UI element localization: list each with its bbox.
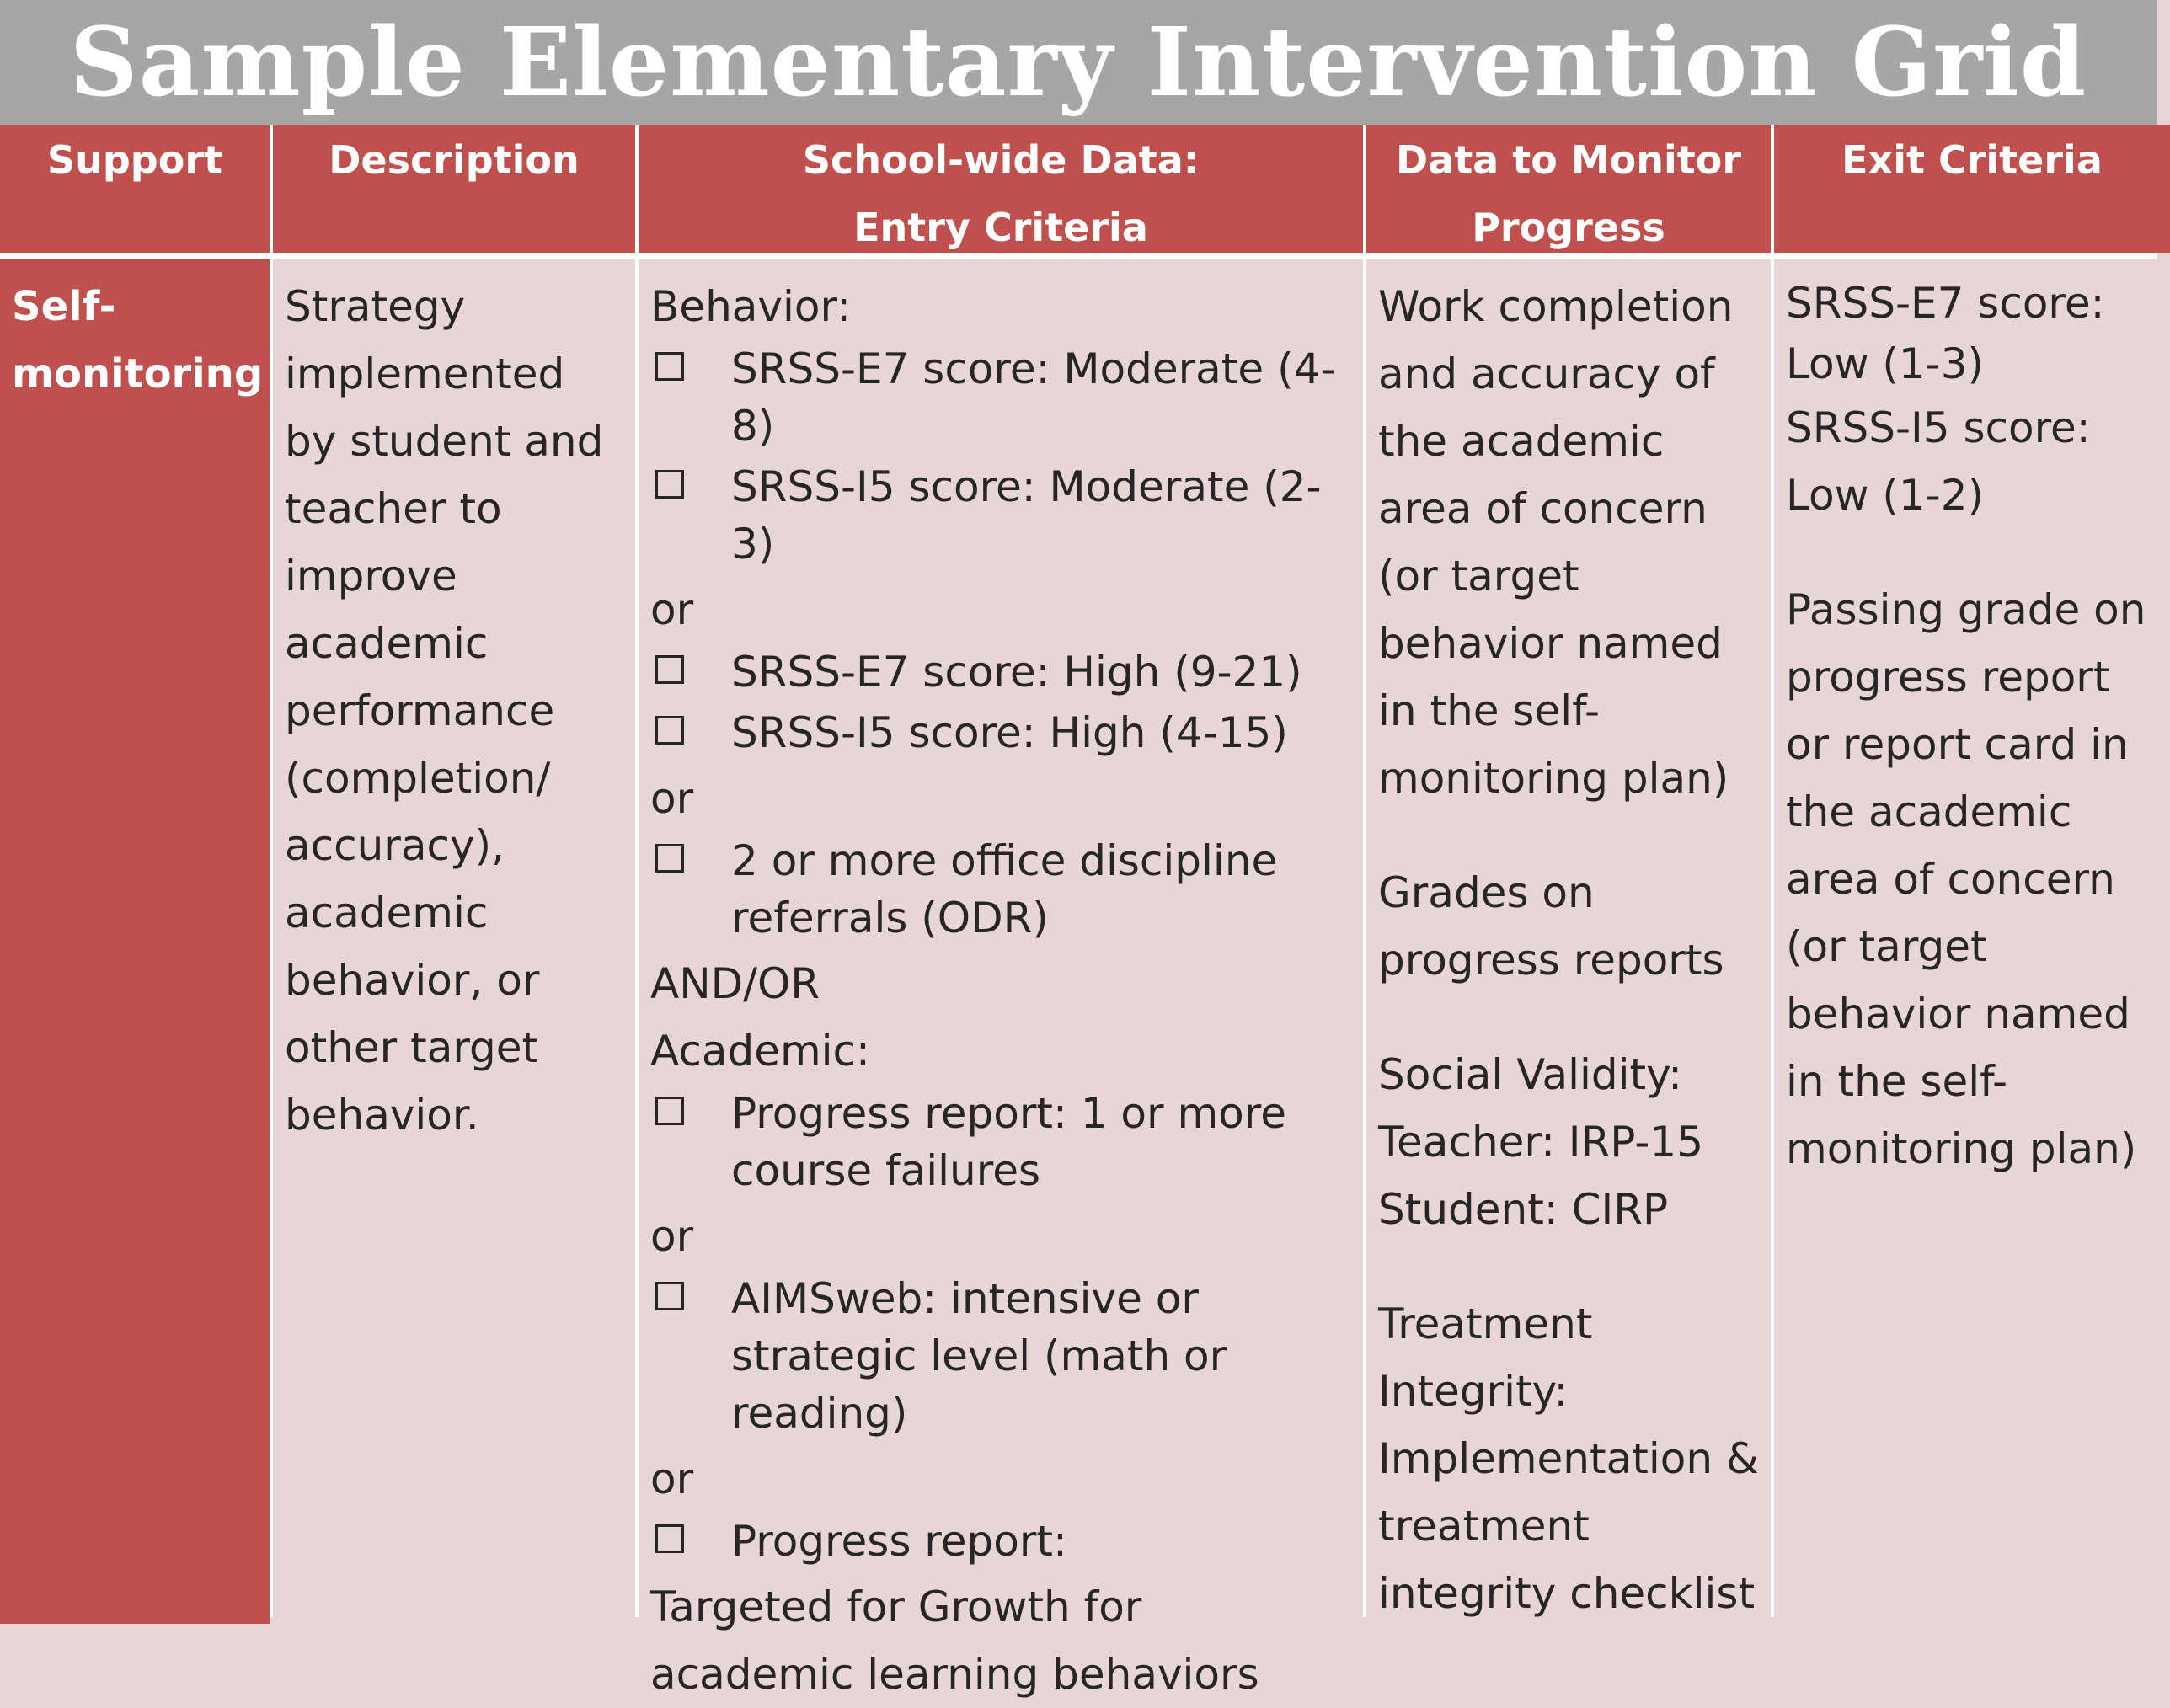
checkbox-icon[interactable] [655,1524,684,1553]
checklist-item [650,340,1353,455]
social-validity-label: Social Validity: [1378,1050,1682,1099]
header-description-label: Description [329,137,580,183]
header-entry-criteria [639,125,1363,253]
header-exit-label: Exit Criteria [1841,137,2103,183]
checklist-item [650,704,1353,761]
checklist-text: SRSS-E7 score: Moderate (4-8) [731,344,1336,451]
behavior-label: Behavior: [650,282,851,331]
header-entry-line2: Entry Criteria [853,205,1148,250]
checklist-item [650,1270,1353,1442]
exit-srss-e7: SRSS-E7 score: Low (1-3) [1786,279,2105,388]
or-separator: or [650,585,694,634]
header-exit-criteria [1774,125,2170,253]
checkbox-icon[interactable] [655,844,684,873]
header-support-label: Support [46,137,222,183]
checkbox-icon[interactable] [655,655,684,684]
checkbox-icon[interactable] [655,716,684,745]
social-validity-student: Student: CIRP [1378,1185,1669,1234]
description-cell [273,259,635,1624]
support-line1: Self- [12,283,116,330]
targeted-text: Targeted for Growth for academic learning behaviors [650,1583,1259,1699]
title-bar [0,0,2157,125]
or-separator: or [650,774,694,823]
checklist-text: 2 or more office discipline referrals (ODR) [731,836,1278,942]
or-separator: or [650,1454,694,1503]
andor-separator: AND/OR [650,959,820,1008]
support-cell [0,259,270,1624]
checklist-text: AIMSweb: intensive or strategic level (math or reading) [731,1274,1227,1438]
monitor-grades: Grades on progress reports [1378,868,1724,985]
header-monitor-line1: Data to Monitor [1395,137,1742,183]
header-support [0,125,270,253]
checklist-text: Progress report: 1 or more course failures [731,1089,1286,1195]
exit-criteria-cell [1774,259,2170,1624]
monitor-work-completion: Work completion and accuracy of the academic area of concern (or target behavior named in the self-monitoring plan) [1378,282,1734,803]
checkbox-icon[interactable] [655,352,684,381]
academic-label: Academic: [650,1027,870,1076]
entry-criteria-cell [639,259,1363,1699]
checklist-text: SRSS-E7 score: High (9-21) [731,648,1302,697]
checkbox-icon[interactable] [655,1282,684,1310]
or-separator: or [650,1212,694,1261]
header-description [273,125,635,253]
checklist-item [650,1513,1353,1570]
checklist-text: Progress report: [731,1517,1067,1566]
treatment-integrity: Treatment Integrity: Implementation & treatment integrity checklist [1378,1300,1759,1618]
checklist-text: SRSS-I5 score: High (4-15) [731,708,1288,757]
checklist-item [650,643,1353,701]
intervention-grid [0,125,2157,1699]
checklist-text: SRSS-I5 score: Moderate (2-3) [731,462,1322,568]
monitor-progress-cell [1366,259,1771,1624]
exit-srss-i5: SRSS-I5 score: Low (1-2) [1786,403,2091,520]
checkbox-icon[interactable] [655,470,684,499]
checkbox-icon[interactable] [655,1097,684,1125]
header-monitor-line2: Progress [1472,205,1665,250]
description-text: Strategy implemented by student and teacher to improve academic performance (completion/ accuracy), academic behavior, or other target behavior. [285,282,604,1140]
exit-passing-grade: Passing grade on progress report or report card in the academic area of concern (or target behavior named in the self-monitoring plan) [1786,585,2146,1173]
social-validity-teacher: Teacher: IRP-15 [1378,1118,1704,1166]
header-monitor-progress [1366,125,1771,253]
header-entry-line1: School-wide Data: [802,137,1200,183]
checklist-item [650,1085,1353,1199]
support-line2: monitoring [12,350,264,398]
checklist-item [650,832,1353,947]
page-title: Sample Elementary Intervention Grid [69,7,2087,118]
checklist-item [650,458,1353,573]
